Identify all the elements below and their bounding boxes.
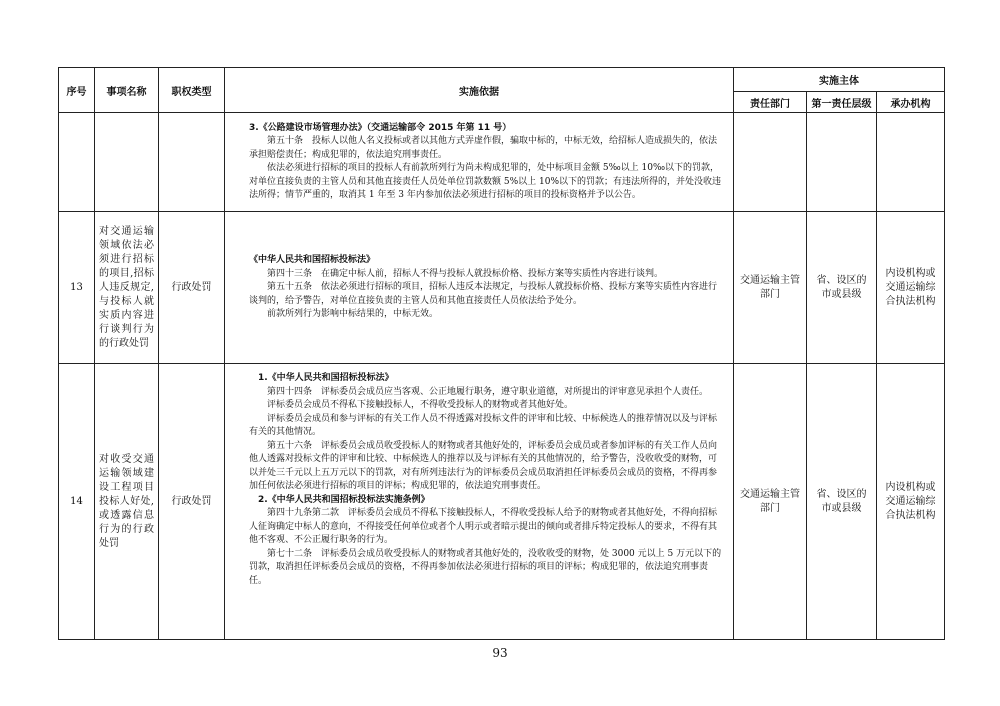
law-paragraph: 依法必须进行招标的项目的投标人有前款所列行为尚未构成犯罪的，处中标项目金额 5‰以上 10‰以下的罚款，对单位直接负责的主管人员和其他直接责任人员处单位罚款数额 5%以上 10%以下的罚款；有违法所得的，并处没收违法所得；情节严重的，取消其 1 年至 3 年内参加依法必须进行招标的项目的投标资格并予以公告。 <box>249 163 722 200</box>
cell-type <box>159 113 225 212</box>
header-power-type: 职权类型 <box>159 68 225 113</box>
table-row <box>59 113 945 212</box>
cell-level: 省、设区的市或县级 <box>807 364 877 640</box>
cell-name: 对收受交通运输领域建设工程项目投标人好处,或透露信息行为的行政处罚 <box>95 364 159 640</box>
cell-type: 行政处罚 <box>159 212 225 364</box>
cell-seq: 13 <box>59 212 95 364</box>
header-item-name: 事项名称 <box>95 68 159 113</box>
cell-basis <box>225 113 734 212</box>
table-row <box>59 212 945 364</box>
law-paragraph: 第五十条 投标人以他人名义投标或者以其他方式弄虚作假，骗取中标的，中标无效，给招标人造成损失的，依法承担赔偿责任；构成犯罪的，依法追究刑事责任。 <box>249 136 718 160</box>
header-level: 第一责任层级 <box>807 92 877 113</box>
cell-basis <box>225 364 734 640</box>
law-paragraph: 评标委员会成员不得私下接触投标人，不得收受投标人的财物或者其他好处。 <box>267 400 574 410</box>
law-title: 1.《中华人民共和国招标投标法》 <box>258 373 394 383</box>
table-row <box>59 364 945 640</box>
law-paragraph: 第四十四条 评标委员会成员应当客观、公正地履行职务，遵守职业道德，对所提出的评审意见承担个人责任。 <box>267 386 709 397</box>
header-org: 承办机构 <box>877 92 945 113</box>
header-dept: 责任部门 <box>734 92 807 113</box>
law-paragraph: 第五十六条 评标委员会成员收受投标人的财物或者其他好处的，评标委员会成员或者参加评标的有关工作人员向他人透露对投标文件的评审和比较、中标候选人的推荐以及与评标有关的其他情况的，给予警告，没收收受的财物，可以并处三千元以上五万元以下的罚款，对有所列违法行为的评标委员会成员取消担任评标委员会成员的资格，不得再参加任何依法必须进行招标的项目的评标；构成犯罪的，依法追究刑事责任。 <box>249 440 718 491</box>
cell-level <box>807 113 877 212</box>
cell-org <box>877 113 945 212</box>
cell-basis <box>225 212 734 364</box>
law-title: 《中华人民共和国招标投标法》 <box>249 255 376 265</box>
law-paragraph: 评标委员会成员和参与评标的有关工作人员不得透露对投标文件的评审和比较、中标候选人的推荐情况以及与评标有关的其他情况。 <box>249 413 718 437</box>
cell-seq <box>59 113 95 212</box>
law-title: 3.《公路建设市场管理办法》（交通运输部令 2015 年第 11 号） <box>249 122 512 133</box>
law-paragraph: 前款所列行为影响中标结果的，中标无效。 <box>267 309 439 319</box>
header-basis: 实施依据 <box>225 68 734 113</box>
law-paragraph: 第五十五条 依法必须进行招标的项目，招标人违反本法规定，与投标人就投标价格、投标方案等实质性内容进行谈判的，给予警告，对单位直接负责的主管人员和其他直接责任人员依法给予处分。 <box>249 282 718 306</box>
cell-type: 行政处罚 <box>159 364 225 640</box>
page-number: 93 <box>492 646 508 660</box>
cell-org: 内设机构或交通运输综合执法机构 <box>877 212 945 364</box>
cell-level: 省、设区的市或县级 <box>807 212 877 364</box>
cell-dept: 交通运输主管部门 <box>734 364 807 640</box>
header-subject: 实施主体 <box>734 68 945 92</box>
cell-dept <box>734 113 807 212</box>
header-seq: 序号 <box>59 68 95 113</box>
cell-seq: 14 <box>59 364 95 640</box>
enforcement-table <box>58 67 945 640</box>
law-paragraph: 第四十三条 在确定中标人前，招标人不得与投标人就投标价格、投标方案等实质性内容进行谈判。 <box>267 268 664 279</box>
cell-name: 对交通运输领域依法必须进行招标的项目,招标人违反规定,与投标人就实质内容进行谈判行为的行政处罚 <box>95 212 159 364</box>
header-row <box>59 68 945 92</box>
cell-org: 内设机构或交通运输综合执法机构 <box>877 364 945 640</box>
law-title: 2.《中华人民共和国招标投标法实施条例》 <box>258 494 430 505</box>
law-paragraph: 第七十二条 评标委员会成员收受投标人的财物或者其他好处的，没收收受的财物，处 3000 元以上 5 万元以下的罚款，取消担任评标委员会成员的资格，不得再参加依法必须进行招标的项目的评标；构成犯罪的，依法追究刑事责任。 <box>249 548 722 586</box>
cell-name <box>95 113 159 212</box>
law-paragraph: 第四十九条第二款 评标委员会成员不得私下接触投标人，不得收受投标人给予的财物或者其他好处，不得向招标人征询确定中标人的意向，不得接受任何单位或者个人明示或者暗示提出的倾向或者排斥特定投标人的要求，不得有其他不客观、不公正履行职务的行为。 <box>249 508 718 545</box>
cell-dept: 交通运输主管部门 <box>734 212 807 364</box>
